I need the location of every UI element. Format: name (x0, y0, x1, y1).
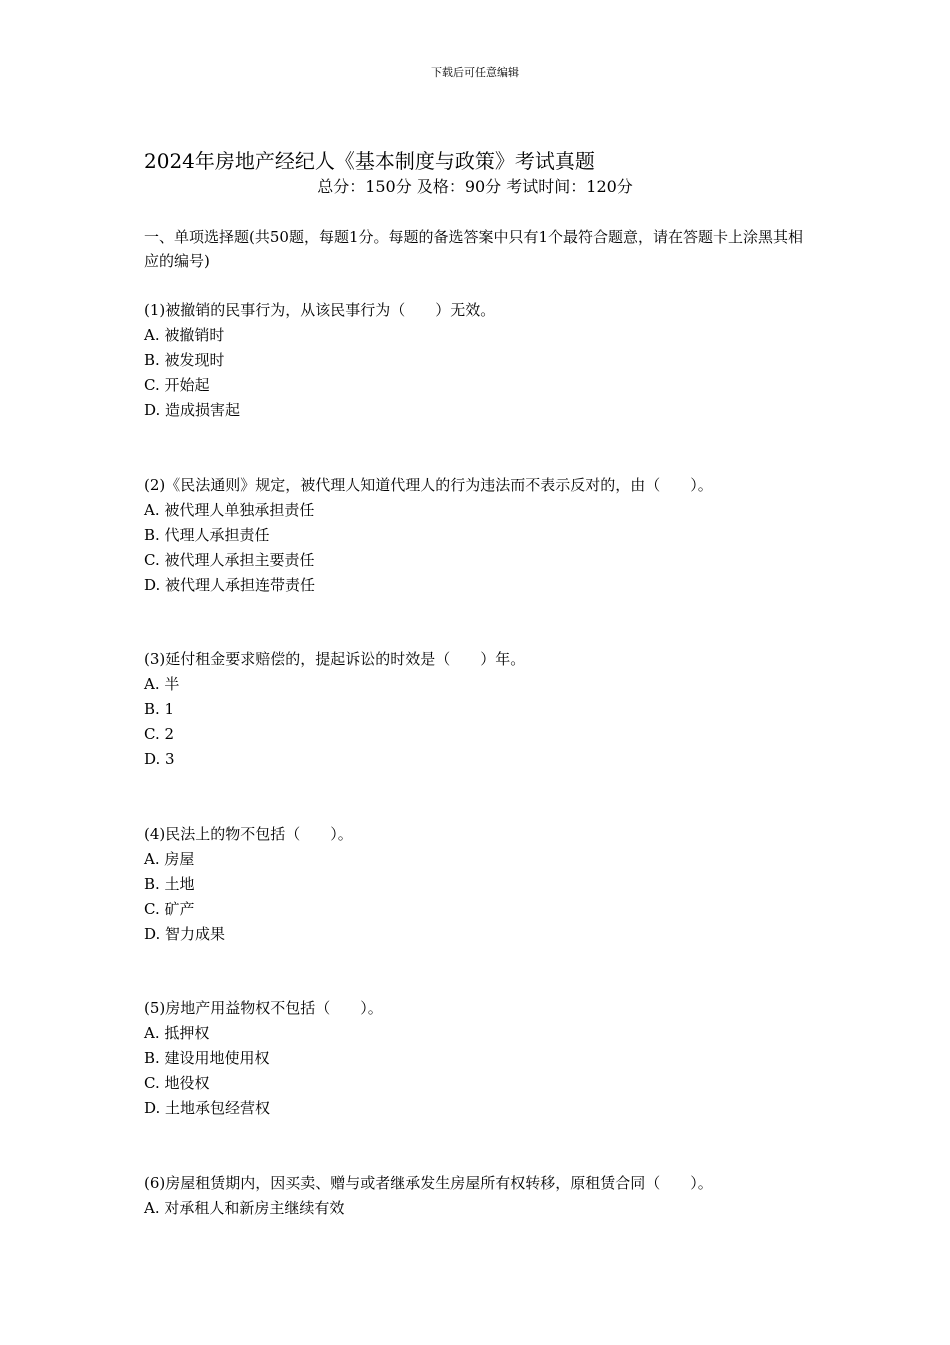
option-d: D. 土地承包经营权 (144, 1096, 810, 1121)
option-a: A. 被撤销时 (144, 323, 810, 348)
option-c: C. 矿产 (144, 897, 810, 922)
exam-title: 2024年房地产经纪人《基本制度与政策》考试真题 (144, 147, 595, 175)
option-a: A. 对承租人和新房主继续有效 (144, 1196, 810, 1221)
question-3 (144, 647, 810, 822)
option-c: C. 开始起 (144, 373, 810, 398)
option-d: D. 智力成果 (144, 922, 810, 947)
question-stem: (1)被撤销的民事行为，从该民事行为（ ）无效。 (144, 298, 810, 323)
section-heading: 一、单项选择题(共50题，每题1分。每题的备选答案中只有1个最符合题意，请在答题卡上涂黑其相应的编号) (144, 225, 810, 273)
question-stem: (4)民法上的物不包括（ ）。 (144, 822, 810, 847)
option-a: A. 抵押权 (144, 1021, 810, 1046)
question-list (144, 298, 810, 1345)
option-b: B. 建设用地使用权 (144, 1046, 810, 1071)
option-b: B. 土地 (144, 872, 810, 897)
option-d: D. 造成损害起 (144, 398, 810, 423)
option-b: B. 被发现时 (144, 348, 810, 373)
option-c: C. 2 (144, 722, 810, 747)
question-6 (144, 1171, 810, 1345)
exam-info: 总分：150分 及格：90分 考试时间：120分 (0, 176, 950, 198)
option-d: D. 3 (144, 747, 810, 772)
option-b: B. 1 (144, 697, 810, 722)
option-a: A. 半 (144, 672, 810, 697)
question-1 (144, 298, 810, 473)
question-stem: (5)房地产用益物权不包括（ ）。 (144, 996, 810, 1021)
option-c: C. 地役权 (144, 1071, 810, 1096)
option-b: B. 代理人承担责任 (144, 523, 810, 548)
question-5 (144, 996, 810, 1171)
option-c: C. 被代理人承担主要责任 (144, 548, 810, 573)
question-stem: (6)房屋租赁期内，因买卖、赠与或者继承发生房屋所有权转移，原租赁合同（ ）。 (144, 1171, 810, 1196)
option-a: A. 房屋 (144, 847, 810, 872)
question-2 (144, 473, 810, 648)
option-a: A. 被代理人单独承担责任 (144, 498, 810, 523)
question-stem: (2)《民法通则》规定，被代理人知道代理人的行为违法而不表示反对的，由（ ）。 (144, 473, 810, 498)
question-stem: (3)延付租金要求赔偿的，提起诉讼的时效是（ ）年。 (144, 647, 810, 672)
download-note: 下载后可任意编辑 (0, 66, 950, 80)
option-d: D. 被代理人承担连带责任 (144, 573, 810, 598)
question-4 (144, 822, 810, 997)
